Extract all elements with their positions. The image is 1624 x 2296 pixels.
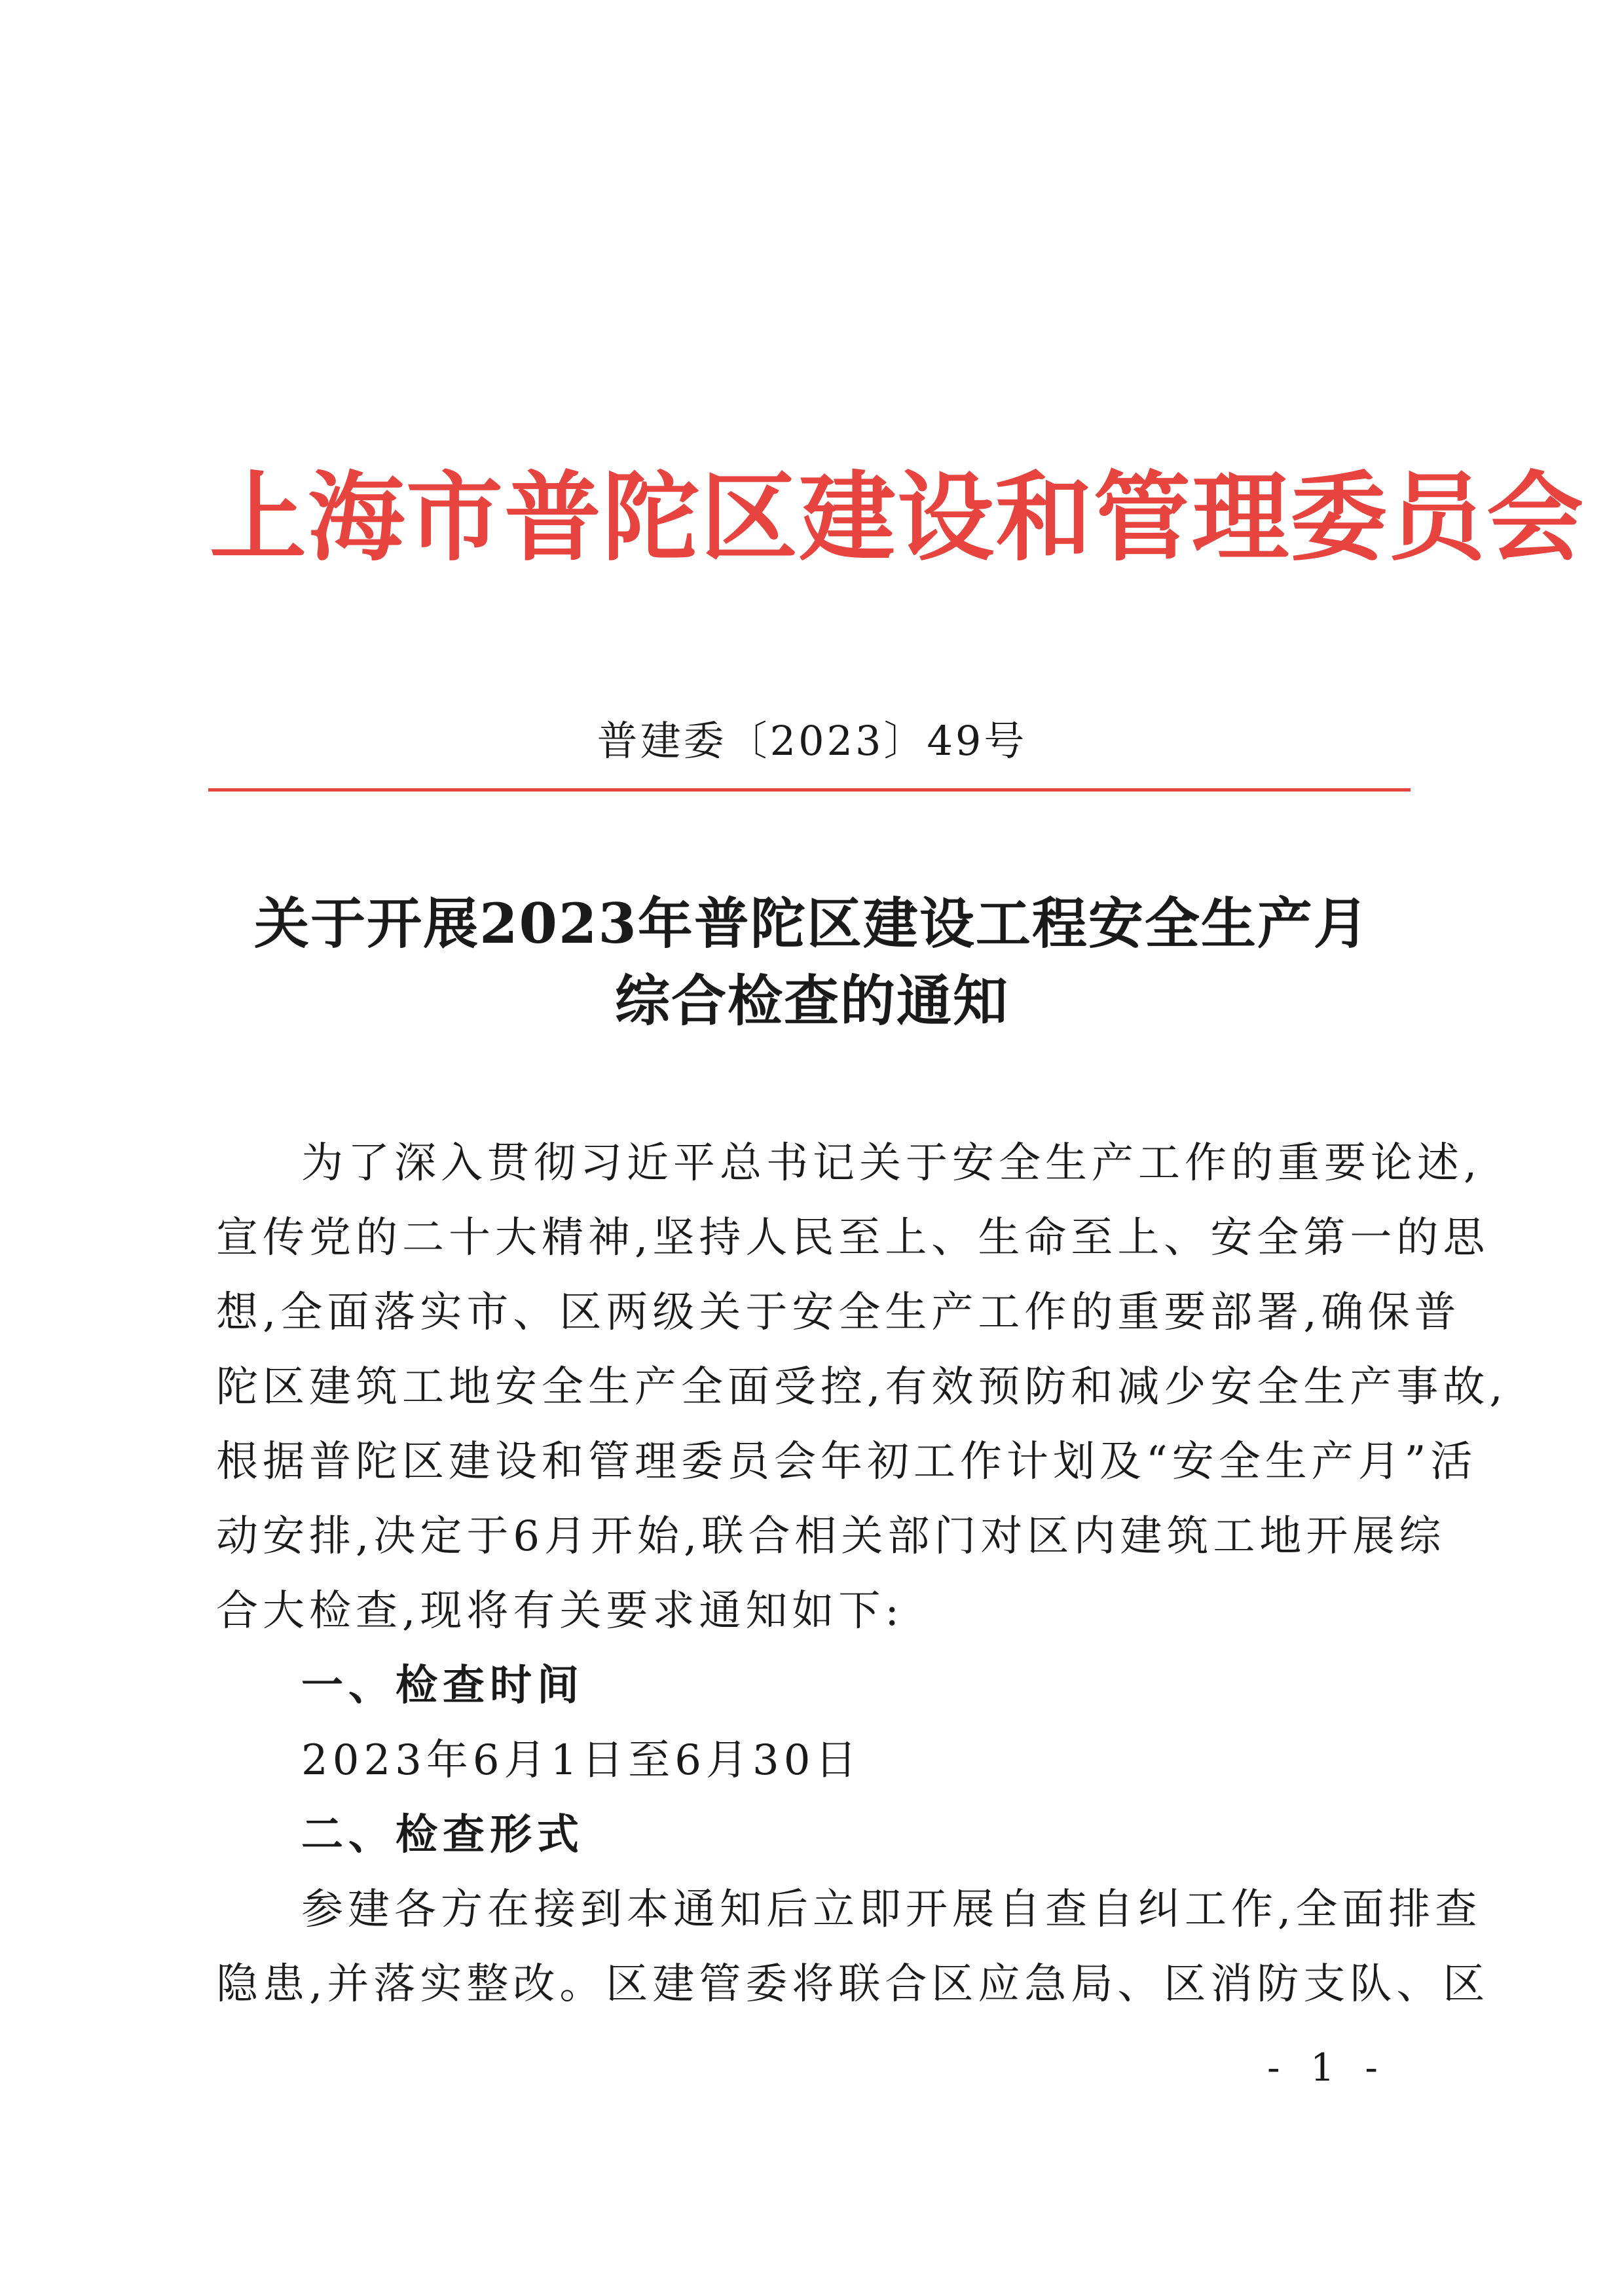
body-paragraph-line: 宣传党的二十大精神,坚持人民至上、生命至上、安全第一的思: [216, 1214, 1490, 1262]
page-number: - 1 -: [1267, 2045, 1387, 2090]
body-paragraph-line: 隐患,并落实整改。区建管委将联合区应急局、区消防支队、区: [216, 1960, 1490, 2009]
document-number: 普建委〔2023〕49号: [597, 717, 1027, 765]
section-heading-inspection-time: 一、检查时间: [301, 1661, 584, 1710]
document-body: [216, 1126, 1507, 2022]
section-heading-inspection-form: 二、检查形式: [301, 1810, 584, 1859]
body-paragraph-line: 合大检查,现将有关要求通知如下:: [216, 1587, 904, 1635]
document-title: [196, 885, 1428, 1040]
red-divider-line: [208, 788, 1411, 792]
title-line-1: 关于开展2023年普陀区建设工程安全生产月: [254, 891, 1370, 956]
body-paragraph-line: 根据普陀区建设和管理委员会年初工作计划及“安全生产月”活: [216, 1438, 1477, 1486]
body-paragraph-line: 为了深入贯彻习近平总书记关于安全生产工作的重要论述,: [301, 1139, 1482, 1188]
body-paragraph-line: 陀区建筑工地安全生产全面受控,有效预防和减少安全生产事故,: [216, 1363, 1507, 1412]
inspection-time-text: 2023年6月1日至6月30日: [301, 1736, 862, 1785]
body-paragraph-line: 参建各方在接到本通知后立即开展自查自纠工作,全面排查: [301, 1886, 1482, 1934]
title-line-2: 综合检查的通知: [614, 968, 1009, 1033]
body-paragraph-line: 想,全面落实市、区两级关于安全生产工作的重要部署,确保普: [216, 1288, 1461, 1337]
body-paragraph-line: 动安排,决定于6月开始,联合相关部门对区内建筑工地开展综: [216, 1512, 1446, 1561]
issuing-organization-masthead: 上海市普陀区建设和管理委员会: [210, 460, 1585, 574]
